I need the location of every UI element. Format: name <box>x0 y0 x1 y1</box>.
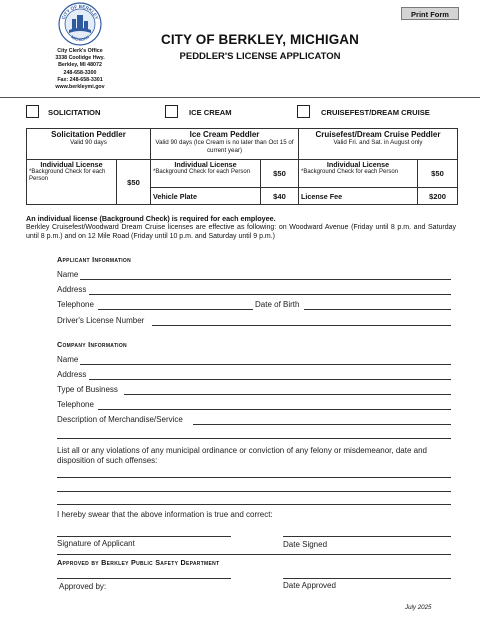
approved-by-field[interactable] <box>57 578 231 579</box>
solicitation-license-note: *Background Check for each Person <box>29 169 106 182</box>
cruise-license-note: *Background Check for each Person <box>301 169 399 175</box>
company-section-heading: Company Information <box>57 340 127 349</box>
solicitation-price: $50 <box>117 160 151 205</box>
fee-table <box>26 128 458 205</box>
merchandise-label: Description of Merchandise/Service <box>57 415 183 424</box>
date-approved-field[interactable] <box>283 578 451 579</box>
solicitation-header-cell <box>27 129 151 160</box>
office-city: Berkley, MI 48072 <box>58 62 102 69</box>
ice-cream-license-label: Individual License <box>174 160 237 169</box>
company-telephone-label: Telephone <box>57 400 94 409</box>
ice-cream-header-cell <box>151 129 299 160</box>
cruise-header-cell <box>299 129 458 160</box>
individual-license-note: An individual license (Background Check) is required for each employee. <box>26 214 276 223</box>
applicant-dl-field[interactable] <box>152 325 451 326</box>
cruise-validity: Valid Fri. and Sat. in August only <box>333 139 423 146</box>
print-form-button[interactable]: Print Form <box>401 7 459 20</box>
solicitation-license-label: Individual License <box>40 160 103 169</box>
merchandise-field-line2[interactable] <box>57 438 451 439</box>
applicant-section-heading: Applicant Information <box>57 255 131 264</box>
cruise-checkbox[interactable] <box>297 105 310 118</box>
approved-by-label: Approved by: <box>59 582 107 591</box>
date-signed-field[interactable] <box>283 536 451 537</box>
ice-cream-label: ICE CREAM <box>189 108 232 117</box>
violations-field-line2[interactable] <box>57 491 451 492</box>
applicant-dob-label: Date of Birth <box>255 300 300 309</box>
license-fee-label: License Fee <box>299 188 418 205</box>
office-name: City Clerk's Office <box>57 48 103 54</box>
company-address-label: Address <box>57 370 87 379</box>
company-name-label: Name <box>57 355 79 364</box>
business-type-label: Type of Business <box>57 385 118 394</box>
company-name-field[interactable] <box>80 364 451 365</box>
revision-date: July 2025 <box>405 604 432 611</box>
office-website: www.berkleymi.gov <box>55 84 105 91</box>
applicant-address-label: Address <box>57 285 87 294</box>
cruise-license-label: Individual License <box>326 160 390 169</box>
company-telephone-field[interactable] <box>98 409 451 410</box>
solicitation-title: Solicitation Peddler <box>51 130 126 139</box>
svg-text:MICHIGAN: MICHIGAN <box>70 34 90 43</box>
ice-cream-title: Ice Cream Peddler <box>189 130 260 139</box>
business-type-field[interactable] <box>124 394 451 395</box>
applicant-signature-label: Signature of Applicant <box>57 539 135 548</box>
applicant-telephone-field[interactable] <box>98 309 253 310</box>
violations-field-line1[interactable] <box>57 477 451 478</box>
solicitation-validity: Valid 90 days <box>70 139 107 146</box>
applicant-address-field[interactable] <box>89 294 451 295</box>
clerk-office-address <box>30 48 130 91</box>
ice-cream-price: $50 <box>261 160 299 188</box>
cruise-label: CRUISEFEST/DREAM CRUISE <box>321 108 430 117</box>
page-subtitle: PEDDLER'S LICENSE APPLICATON <box>179 51 341 62</box>
office-phone: 248-658-3300 <box>63 69 97 76</box>
solicitation-license-cell <box>27 160 117 205</box>
date-signed-label: Date Signed <box>283 540 328 549</box>
applicant-dl-label: Driver's License Number <box>57 316 145 325</box>
applicant-signature-field[interactable] <box>57 536 231 537</box>
vehicle-plate-label: Vehicle Plate <box>151 188 261 205</box>
page-title: CITY OF BERKLEY, MICHIGAN <box>160 32 359 47</box>
cruise-price: $50 <box>418 160 458 188</box>
applicant-telephone-label: Telephone <box>57 300 94 309</box>
date-approved-label: Date Approved <box>283 581 336 590</box>
merchandise-field[interactable] <box>193 424 451 425</box>
svg-text:CITY OF BERKLEY: CITY OF BERKLEY <box>60 3 100 21</box>
ice-cream-checkbox[interactable] <box>165 105 178 118</box>
solicitation-checkbox[interactable] <box>26 105 39 118</box>
cruise-title: Cruisefest/Dream Cruise Peddler <box>315 130 441 139</box>
vehicle-plate-price: $40 <box>261 188 299 205</box>
ice-cream-license-cell <box>151 160 261 188</box>
oath-statement: I hereby swear that the above information is true and correct: <box>57 510 273 519</box>
header-divider <box>0 97 480 98</box>
approval-divider <box>57 554 451 555</box>
approval-heading: Approved by Berkley Public Safety Department <box>57 558 220 567</box>
company-address-field[interactable] <box>89 379 451 380</box>
violations-field-line3[interactable] <box>57 504 451 505</box>
office-street: 3338 Coolidge Hwy. <box>55 55 105 62</box>
city-seal-logo <box>58 2 102 46</box>
solicitation-label: SOLICITATION <box>48 108 101 117</box>
ice-cream-validity: Valid 90 days (Ice Cream is no later than Oct 15 of current year) <box>155 139 294 154</box>
violations-question: List all or any violations of any municipal ordinance or conviction of any felony or misdemeanor, date and disposition of such offenses: <box>57 446 427 465</box>
cruise-license-cell <box>299 160 418 188</box>
applicant-name-field[interactable] <box>80 279 451 280</box>
license-fee-price: $200 <box>418 188 458 205</box>
applicant-name-label: Name <box>57 270 79 279</box>
applicant-dob-field[interactable] <box>304 309 451 310</box>
office-fax: Fax: 248-658-3301 <box>57 76 103 83</box>
cruise-hours-note: Berkley Cruisefest/Woodward Dream Cruise licenses are effective as following: on Woodward Avenue (Friday until 8 p.m. and Saturday until 8 p.m.) and on 12 Mile Road (Friday until 10 p.m. and Saturday until 9 p.m.) <box>26 224 456 240</box>
ice-cream-license-note: *Background Check for each Person <box>153 169 251 175</box>
